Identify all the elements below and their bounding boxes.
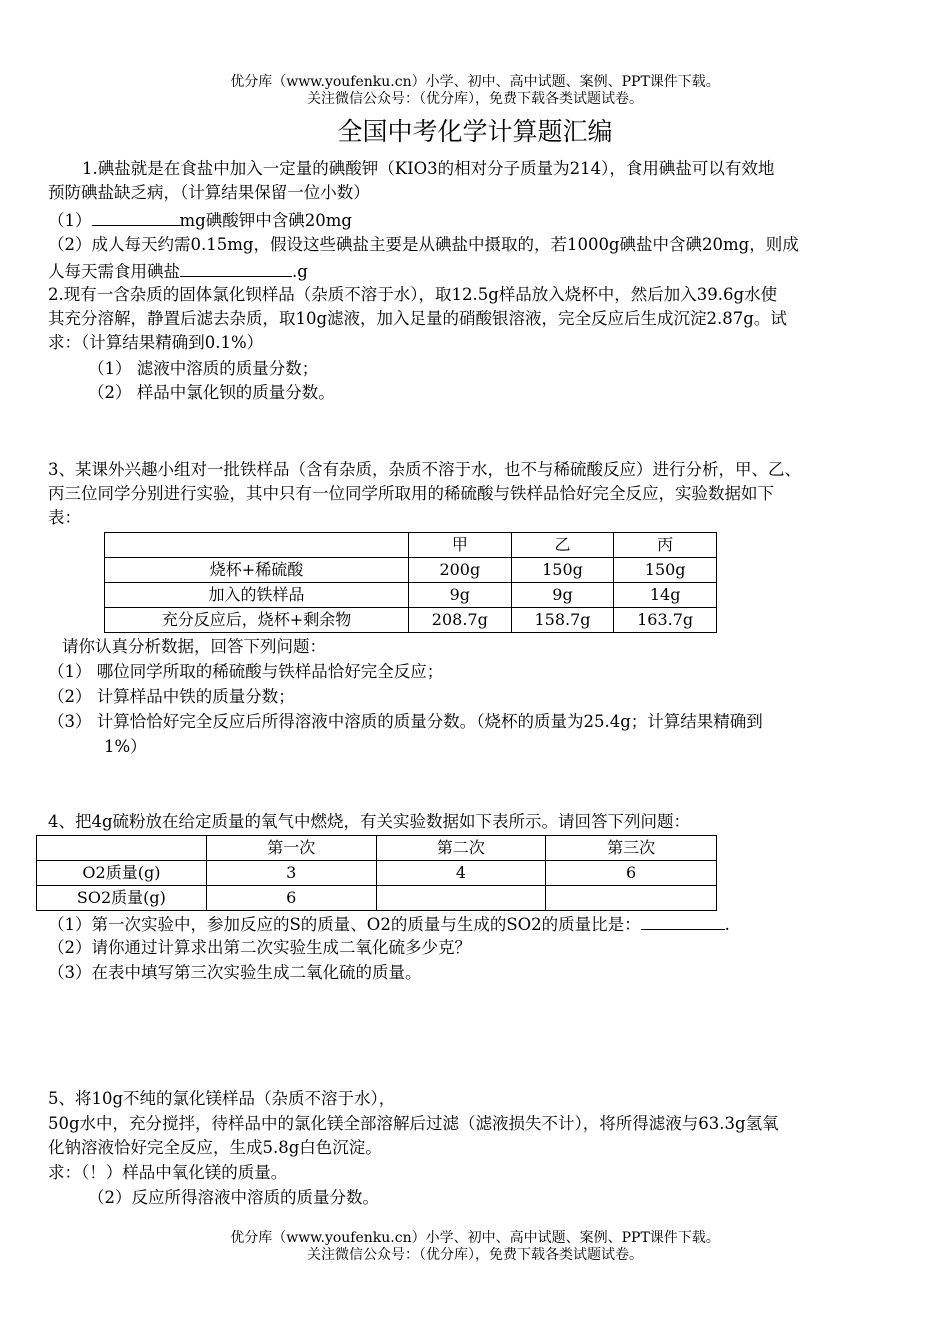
table-cell: 3	[206, 861, 376, 886]
q1-part-1-label: （1）	[48, 211, 92, 230]
table-header-cell	[105, 533, 409, 558]
table-cell: 6	[206, 886, 376, 911]
q4-sub-3: （3）在表中填写第三次实验生成二氧化硫的质量。	[48, 963, 422, 982]
q2-line-3: 求：（计算结果精确到0.1%）	[48, 333, 264, 352]
q1-blank-2	[180, 259, 292, 277]
table-row	[37, 886, 717, 911]
q1-blank-1	[92, 208, 180, 226]
table-cell: 200g	[409, 558, 512, 583]
q1-part-1-text: mg碘酸钾中含碘20mg	[179, 211, 352, 230]
q1-part-2-unit: .g	[292, 262, 308, 281]
q4-data-table	[36, 835, 717, 911]
table-cell: 150g	[511, 558, 614, 583]
table-cell: 150g	[614, 558, 717, 583]
table-row	[105, 583, 717, 608]
q3-line-2: 丙三位同学分别进行实验，其中只有一位同学所取用的稀硫酸与铁样品恰好完全反应，实验数据如下	[48, 484, 774, 503]
page-title: 全国中考化学计算题汇编	[337, 117, 613, 146]
table-header-cell: 乙	[511, 533, 614, 558]
q5-line-4: 求：（！）样品中氧化镁的质量。	[48, 1163, 288, 1182]
q2-sub-1: （1） 滤液中溶质的质量分数；	[88, 359, 319, 378]
q4-sub-1	[48, 912, 730, 936]
footer-line-1: 优分库（www.youfenku.cn）小学、初中、高中试题、案例、PPT课件下载。	[230, 1230, 720, 1246]
q3-data-table	[104, 532, 717, 633]
table-cell: 充分反应后，烧杯+剩余物	[105, 608, 409, 633]
table-cell: 208.7g	[409, 608, 512, 633]
table-cell: 4	[376, 861, 546, 886]
table-cell: 163.7g	[614, 608, 717, 633]
q2-line-1: 2.现有一含杂质的固体氯化钡样品（杂质不溶于水），取12.5g样品放入烧杯中，然后加入39.6g水使	[48, 285, 778, 304]
q3-sub-2: （2） 计算样品中铁的质量分数；	[48, 687, 295, 706]
table-cell: 9g	[409, 583, 512, 608]
table-row	[37, 861, 717, 886]
table-cell	[546, 886, 717, 911]
table-header-cell: 第二次	[376, 836, 546, 861]
table-cell: 加入的铁样品	[105, 583, 409, 608]
table-header-cell: 第一次	[206, 836, 376, 861]
table-row	[105, 533, 717, 558]
table-header-cell: 第三次	[546, 836, 717, 861]
footer-line-2: 关注微信公众号：（优分库），免费下载各类试题试卷。	[307, 1247, 643, 1263]
table-cell: 158.7g	[511, 608, 614, 633]
q5-line-5: （2）反应所得溶液中溶质的质量分数。	[88, 1188, 379, 1207]
q5-line-1: 5、将10g不纯的氯化镁样品（杂质不溶于水），	[48, 1089, 396, 1108]
q3-sub-1: （1） 哪位同学所取的稀硫酸与铁样品恰好完全反应；	[48, 662, 444, 681]
table-cell: 14g	[614, 583, 717, 608]
q1-line-2: 预防碘盐缺乏病，（计算结果保留一位小数）	[48, 183, 370, 202]
header-line-2: 关注微信公众号：（优分库），免费下载各类试题试卷。	[307, 91, 643, 107]
q4-sub-1-text: （1）第一次实验中，参加反应的S的质量、O2的质量与生成的SO2的质量比是：	[48, 915, 641, 934]
q1-part-2-line-2	[48, 259, 308, 283]
q4-blank	[641, 912, 725, 930]
table-cell: SO2质量(g)	[37, 886, 207, 911]
q5-line-3: 化钠溶液恰好完全反应，生成5.8g白色沉淀。	[48, 1138, 382, 1157]
table-header-cell: 甲	[409, 533, 512, 558]
q3-line-3: 表：	[48, 508, 81, 527]
table-row	[37, 836, 717, 861]
table-cell: 6	[546, 861, 717, 886]
q4-sub-1-end: .	[724, 915, 730, 934]
q3-sub-3-line-1: （3） 计算恰恰好完全反应后所得溶液中溶质的质量分数。（烧杯的质量为25.4g；计算结果精确到	[48, 712, 763, 731]
table-header-cell	[37, 836, 207, 861]
q2-sub-2: （2） 样品中氯化钡的质量分数。	[88, 383, 335, 402]
q1-part-1	[48, 208, 352, 232]
q4-sub-2: （2）请你通过计算求出第二次实验生成二氧化硫多少克？	[48, 938, 471, 957]
q5-line-2: 50g水中，充分搅拌，待样品中的氯化镁全部溶解后过滤（滤液损失不计），将所得滤液与63.3g氢氧	[48, 1114, 779, 1133]
table-cell	[376, 886, 546, 911]
table-row	[105, 558, 717, 583]
q1-line-1: 1.碘盐就是在食盐中加入一定量的碘酸钾（KIO3的相对分子质量为214），食用碘盐可以有效地	[82, 159, 775, 178]
table-cell: 烧杯+稀硫酸	[105, 558, 409, 583]
table-header-cell: 丙	[614, 533, 717, 558]
table-cell: 9g	[511, 583, 614, 608]
q4-line-1: 4、把4g硫粉放在给定质量的氧气中燃烧，有关实验数据如下表所示。请回答下列问题：	[48, 812, 691, 831]
table-cell: O2质量(g)	[37, 861, 207, 886]
q3-intro: 请你认真分析数据，回答下列问题：	[62, 637, 326, 656]
header-line-1: 优分库（www.youfenku.cn）小学、初中、高中试题、案例、PPT课件下载。	[230, 74, 720, 90]
q1-part-2-text: 人每天需食用碘盐	[48, 262, 180, 281]
q3-line-1: 3、某课外兴趣小组对一批铁样品（含有杂质，杂质不溶于水，也不与稀硫酸反应）进行分析，甲、乙、	[48, 460, 801, 479]
table-row	[105, 608, 717, 633]
q2-line-2: 其充分溶解，静置后滤去杂质，取10g滤液，加入足量的硝酸银溶液，完全反应后生成沉淀2.87g。试	[48, 309, 787, 328]
q1-part-2-line-1: （2）成人每天约需0.15mg，假设这些碘盐主要是从碘盐中摄取的，若1000g碘盐中含碘20mg，则成	[48, 235, 799, 254]
q3-sub-3-line-2: 1%）	[104, 737, 147, 756]
